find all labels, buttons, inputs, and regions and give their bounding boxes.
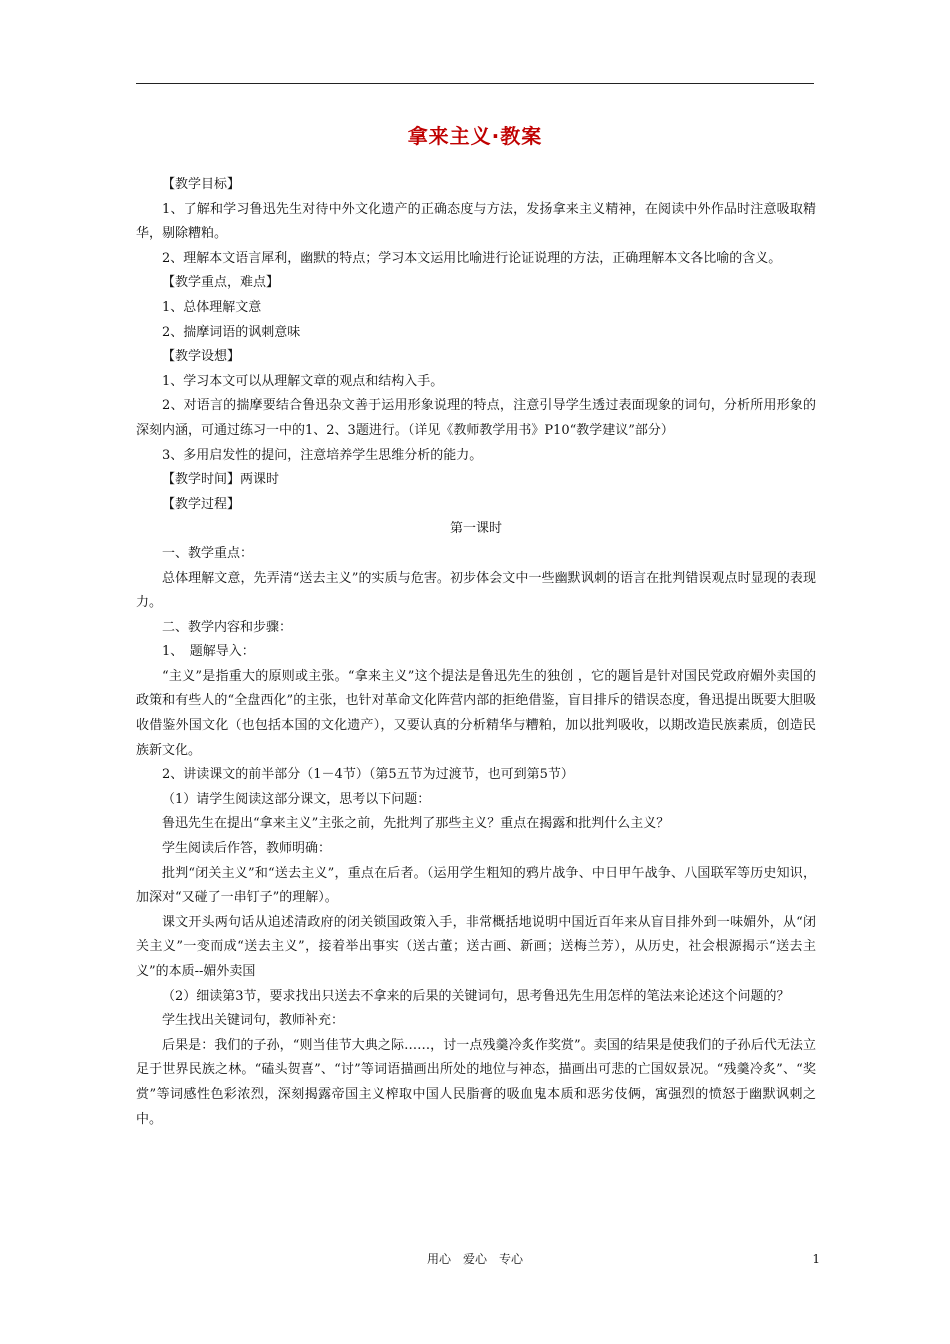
paragraph: 2、对语言的揣摩要结合鲁迅杂文善于运用形象说理的特点，注意引导学生透过表面现象的词句，分析所用形象的深刻内涵，可通过练习一中的1、2、3题进行。（详见《教师教学用书》P10“教学建议”部分） [136,398,816,438]
paragraph: 2、讲读课文的前半部分（1－4节）（第5五节为过渡节，也可到第5节） [162,767,574,783]
paragraph: 总体理解文意，先弄清“送去主义”的实质与危害。初步体会文中一些幽默讽刺的语言在批判错误观点时显现的表现力。 [136,570,816,611]
section-heading-key-points: 【教学重点，难点】 [162,275,280,291]
paragraph: 后果是：我们的子孙，“则当佳节大典之际……，讨一点残羹冷炙作奖赏”。卖国的结果是使我们的子孙后代无法立足于世界民族之林。“磕头贺喜”、“讨”等词语描画出所处的地位与神态，描画出可悲的亡国奴景况。“残羹冷炙”、“奖赏”等词感性色彩浓烈，深刻揭露帝国主义榨取中国人民脂膏的吸血鬼本质和恶劣伎俩，寓强烈的愤怒于幽默讽刺之中。 [136,1037,816,1127]
page-number: 1 [812,1252,820,1266]
section-heading-design: 【教学设想】 [162,349,241,365]
paragraph: （2）细读第3节，要求找出只送去不拿来的后果的关键词句，思考鲁迅先生用怎样的笔法来论述这个问题的？ [162,988,790,1004]
paragraph: 学生找出关键词句，教师补充： [162,1013,345,1029]
paragraph: 一、教学重点： [162,545,254,561]
paragraph: 鲁迅先生在提出“拿来主义”主张之前，先批判了那些主义？重点在揭露和批判什么主义？ [162,816,670,832]
paragraph: “主义”是指重大的原则或主张。“拿来主义”这个提法是鲁迅先生的独创 ，它的题旨是针对国民党政府媚外卖国的政策和有些人的“全盘西化”的主张，也针对革命文化阵营内部的拒绝借鉴，盲目排斥的错误态度，鲁迅提出既要大胆吸收借鉴外国文化（也包括本国的文化遗产），又要认真的分析精华与糟粕，加以批判吸收，以期改造民族素质，创造民族新文化。 [136,668,816,758]
section-heading-time: 【教学时间】两课时 [162,472,280,488]
document-title: 拿来主义·教案 [407,124,543,148]
paragraph: 3、多用启发性的提问，注意培养学生思维分析的能力。 [162,447,483,463]
lesson-heading: 第一课时 [449,521,502,537]
paragraph: 1、 题解导入： [162,644,255,660]
paragraph: 2、理解本文语言犀利，幽默的特点；学习本文运用比喻进行论证说理的方法，正确理解本文各比喻的含义。 [162,250,782,266]
section-heading-process: 【教学过程】 [162,496,241,512]
paragraph: 学生阅读后作答，教师明确： [162,841,332,857]
section-heading-objectives: 【教学目标】 [162,177,241,192]
paragraph: 1、总体理解文意 [162,299,262,315]
paragraph: （1）请学生阅读这部分课文，思考以下问题： [162,791,431,807]
paragraph: 2、揣摩词语的讽刺意味 [162,324,301,340]
header-rule [136,83,814,84]
page-footer: 用心 爱心 专心 [426,1252,523,1266]
document-body [136,173,816,1132]
paragraph: 课文开头两句话从追述清政府的闭关锁国政策入手，非常概括地说明中国近百年来从盲目排外到一味媚外，从“闭关主义”一变而成“送去主义”，接着举出事实（送古董；送古画、新画；送梅兰芳），从历史，社会根源揭示“送去主义”的本质--媚外卖国 [136,914,816,979]
paragraph: 1、学习本文可以从理解文章的观点和结构入手。 [162,373,444,389]
paragraph: 1、了解和学习鲁迅先生对待中外文化遗产的正确态度与方法，发扬拿来主义精神，在阅读中外作品时注意吸取精华，剔除糟粕。 [136,201,816,242]
paragraph: 批判“闭关主义”和“送去主义”，重点在后者。（运用学生粗知的鸦片战争、中日甲午战争、八国联军等历史知识，加深对“又碰了一串钉子”的理解）。 [136,865,816,906]
paragraph: 二、教学内容和步骤： [162,619,293,635]
